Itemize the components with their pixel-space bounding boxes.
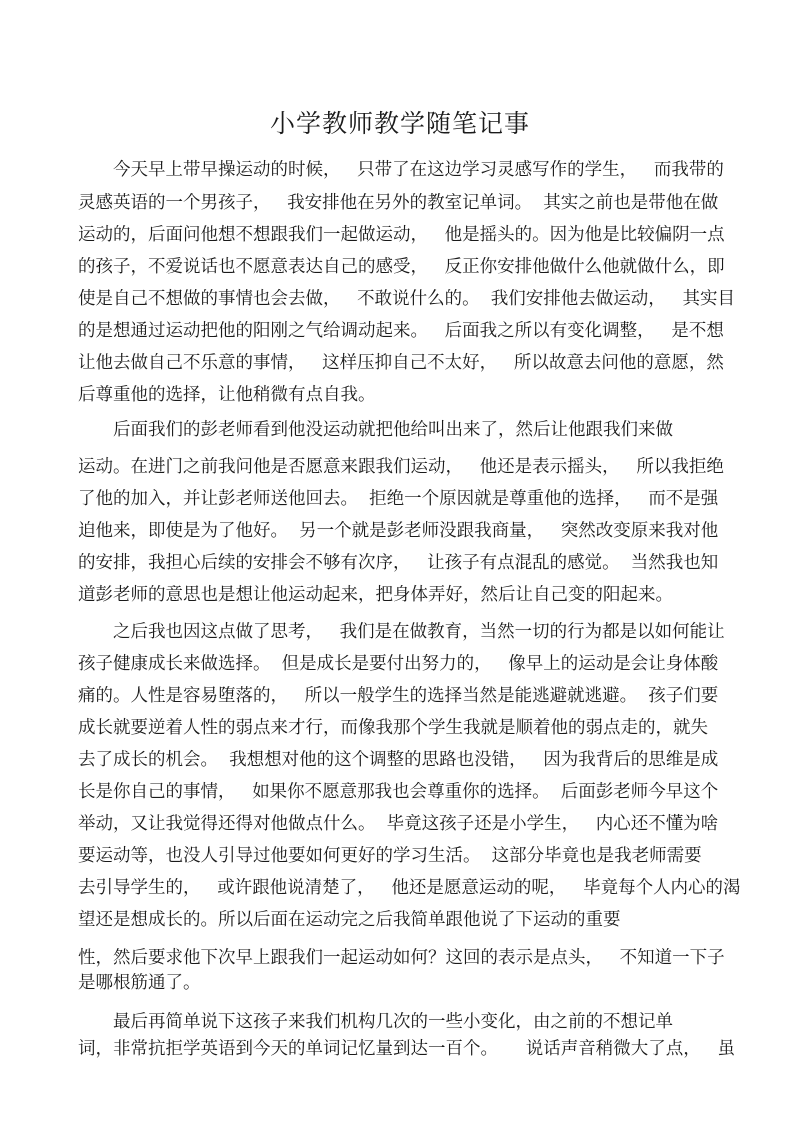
paragraph-line: 孩子健康成长来做选择。 但是成长是要付出努力的， 像早上的运动是会让身体酸: [78, 654, 719, 674]
paragraph-line: 成长就要逆着人性的弱点来才行，而像我那个学生我就是顺着他的弱点走的，就失: [78, 718, 708, 738]
paragraph-line: 要运动等，也没人引导过他要如何更好的学习生活。 这部分毕竟也是我老师需要: [78, 846, 702, 866]
paragraph-line: 今天早上带早操运动的时候， 只带了在这边学习灵感写作的学生， 而我带的: [113, 160, 724, 180]
paragraph-line: 让他去做自己不乐意的事情， 这样压抑自己不太好， 所以故意去问他的意愿，然: [78, 353, 724, 373]
paragraph-line: 的是想通过运动把他的阳刚之气给调动起来。 后面我之所以有变化调整， 是不想: [78, 321, 724, 341]
paragraph-line: 举动，又让我觉得还得对他做点什么。 毕竟这孩子还是小学生， 内心还不懂为啥: [78, 814, 719, 834]
paragraph-line: 长是你自己的事情， 如果你不愿意那我也会尊重你的选择。 后面彭老师今早这个: [78, 782, 719, 802]
paragraph-line: 去引导学生的， 或许跟他说清楚了， 他还是愿意运动的呢， 毕竟每个人内心的渴: [78, 878, 741, 898]
paragraph-line: 灵感英语的一个男孩子， 我安排他在另外的教室记单词。 其实之前也是带他在做: [78, 193, 719, 213]
paragraph-line: 是哪根筋通了。: [78, 973, 201, 993]
paragraph-line: 的安排，我担心后续的安排会不够有次序， 让孩子有点混乱的感觉。 当然我也知: [78, 553, 719, 573]
paragraph-line: 性，然后要求他下次早上跟我们一起运动如何？这回的表示是点头， 不知道一下子: [78, 948, 725, 968]
paragraph-line: 了他的加入，并让彭老师送他回去。 拒绝一个原因就是尊重他的选择， 而不是强: [78, 489, 719, 509]
paragraph-line: 使是自己不想做的事情也会去做， 不敢说什么的。 我们安排他去做运动， 其实目: [78, 289, 735, 309]
paragraph-line: 最后再简单说下这孩子来我们机构几次的一些小变化，由之前的不想记单: [113, 1012, 673, 1032]
document-title: 小学教师教学随笔记事: [269, 109, 530, 138]
paragraph-line: 后面我们的彭老师看到他没运动就把他给叫出来了，然后让他跟我们来做: [113, 420, 673, 440]
paragraph-line: 痛的。人性是容易堕落的， 所以一般学生的选择当然是能逃避就逃避。 孩子们要: [78, 686, 719, 706]
paragraph-line: 运动。在进门之前我问他是否愿意来跟我们运动， 他还是表示摇头， 所以我拒绝: [78, 457, 724, 477]
paragraph-line: 之后我也因这点做了思考， 我们是在做教育，当然一切的行为都是以如何能让: [113, 622, 725, 642]
paragraph-line: 的孩子，不爱说话也不愿意表达自己的感受， 反正你安排他做什么他就做什么，即: [78, 257, 725, 277]
paragraph-line: 去了成长的机会。 我想想对他的这个调整的思路也没错， 因为我背后的思维是成: [78, 750, 719, 770]
paragraph-line: 后尊重他的选择，让他稍微有点自我。: [78, 385, 376, 405]
paragraph-line: 运动的，后面问他想不想跟我们一起做运动， 他是摇头的。因为他是比较偏阴一点: [78, 225, 725, 245]
paragraph-line: 迫他来，即使是为了他好。 另一个就是彭老师没跟我商量， 突然改变原来我对他: [78, 521, 719, 541]
paragraph-line: 词，非常抗拒学英语到今天的单词记忆量到达一百个。 说话声音稍微大了点， 虽: [78, 1039, 735, 1059]
paragraph-line: 望还是想成长的。所以后面在运动完之后我简单跟他说了下运动的重要: [78, 910, 621, 930]
paragraph-line: 道彭老师的意思也是想让他运动起来，把身体弄好，然后让自己变的阳起来。: [78, 585, 673, 605]
